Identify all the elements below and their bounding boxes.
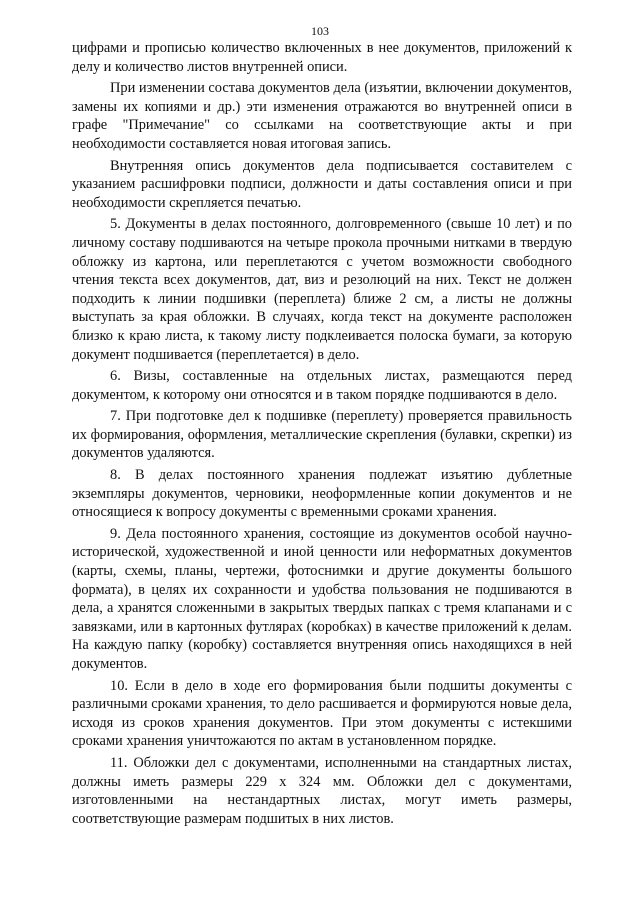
paragraph-inventory-changes: При изменении состава документов дела (изъятии, включении документов, замены их копиями и др.) эти изменения отражаются во внутренней описи в графе "Примечание" со ссылками на соответствующие акты и при необходимости составляется новая итоговая запись.	[72, 80, 572, 152]
paragraph-item-6: 6. Визы, составленные на отдельных листах, размещаются перед документом, к которому они относятся и в таком порядке подшиваются в дело.	[72, 368, 572, 403]
paragraph-item-7: 7. При подготовке дел к подшивке (переплету) проверяется правильность их формирования, оформления, металлические скрепления (булавки, скрепки) из документов удаляются.	[72, 408, 572, 462]
paragraph-item-9: 9. Дела постоянного хранения, состоящие из документов особой научно-исторической, художественной и иной ценности или неформатных документов (карты, схемы, планы, чертежи, фотоснимки и другие документы большого формата), в целях их сохранности и удобства пользования не подшиваются в дела, а хранятся сложенными в закрытых твердых папках с тремя клапанами и с завязками, или в картонных футлярах (коробках) в качестве приложений к делам. На каждую папку (коробку) составляется внутренняя опись находящихся в ней документов.	[72, 525, 572, 672]
paragraph-item-5: 5. Документы в делах постоянного, долговременного (свыше 10 лет) и по личному составу подшиваются на четыре прокола прочными нитками в твердую обложку из картона, или переплетаются с учетом возможности свободного чтения текста всех документов, дат, виз и резолюций на них. Текст не должен подходить к линии подшивки (переплета) ближе 2 см, а листы не должны выступать за края обложки. В случаях, когда текст на документе расположен близко к краю листа, к такому листу подклеивается полоска бумаги, за которую документ подшивается (переплетается) в дело.	[72, 216, 572, 363]
document-body	[72, 39, 572, 831]
paragraph-item-11: 11. Обложки дел с документами, исполненными на стандартных листах, должны иметь размеры 229 x 324 мм. Обложки дел с документами, изготовленными на нестандартных листах, могут иметь размеры, соответствующие размерам подшитых в них листов.	[72, 754, 572, 827]
paragraph-item-8: 8. В делах постоянного хранения подлежат изъятию дублетные экземпляры документов, черновики, неоформленные копии документов и не относящиеся к вопросу документы с временными сроками хранения.	[72, 467, 572, 521]
paragraph-inventory-signature: Внутренняя опись документов дела подписывается составителем с указанием расшифровки подписи, должности и даты составления описи и при необходимости скрепляется печатью.	[72, 157, 572, 211]
paragraph-continuation: цифрами и прописью количество включенных в нее документов, приложений к делу и количество листов внутренней описи.	[72, 40, 572, 75]
page-number: 103	[311, 24, 329, 38]
paragraph-item-10: 10. Если в дело в ходе его формирования были подшиты документы с различными сроками хранения, то дело расшивается и формируются новые дела, исходя из сроков хранения документов. При этом документы с истекшими сроками хранения уничтожаются по актам в установленном порядке.	[72, 677, 572, 750]
